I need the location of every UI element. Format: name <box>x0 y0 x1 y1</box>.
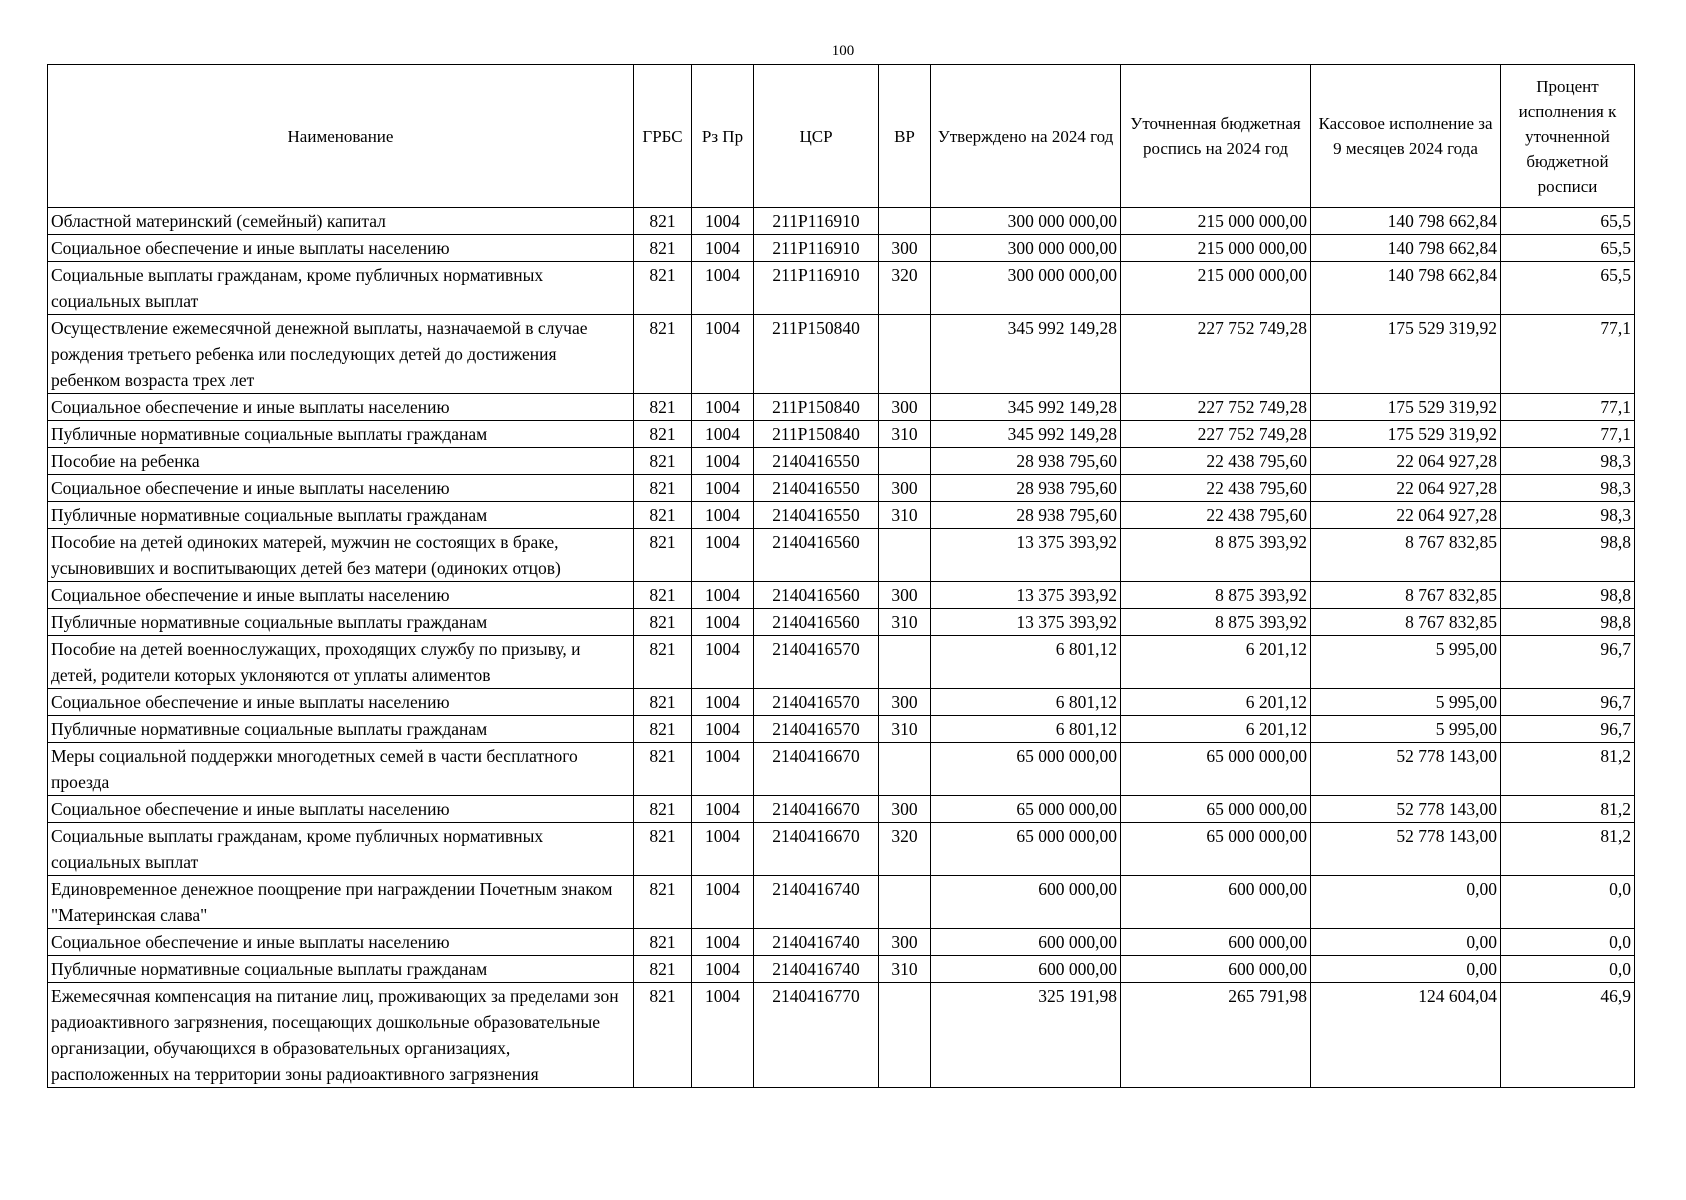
cell-cash: 175 529 319,92 <box>1311 315 1501 394</box>
cell-rzpr: 1004 <box>692 475 754 502</box>
cell-cash: 52 778 143,00 <box>1311 796 1501 823</box>
cell-name: Меры социальной поддержки многодетных семей в части бесплатного проезда <box>48 743 634 796</box>
cell-percent: 96,7 <box>1501 636 1635 689</box>
table-row <box>48 394 1635 421</box>
table-row <box>48 689 1635 716</box>
cell-rzpr: 1004 <box>692 529 754 582</box>
cell-vr: 300 <box>879 235 931 262</box>
cell-percent: 98,3 <box>1501 502 1635 529</box>
cell-name: Публичные нормативные социальные выплаты гражданам <box>48 956 634 983</box>
table-row <box>48 529 1635 582</box>
cell-rzpr: 1004 <box>692 208 754 235</box>
table-body <box>48 208 1635 1088</box>
cell-rzpr: 1004 <box>692 743 754 796</box>
budget-table <box>47 64 1635 1088</box>
cell-csr: 211P150840 <box>754 421 879 448</box>
cell-csr: 2140416670 <box>754 743 879 796</box>
cell-vr: 310 <box>879 502 931 529</box>
cell-grbs: 821 <box>634 743 692 796</box>
cell-name: Социальные выплаты гражданам, кроме публичных нормативных социальных выплат <box>48 262 634 315</box>
table-row <box>48 716 1635 743</box>
cell-cash: 124 604,04 <box>1311 983 1501 1088</box>
cell-grbs: 821 <box>634 716 692 743</box>
header-name: Наименование <box>48 65 634 208</box>
cell-vr: 320 <box>879 823 931 876</box>
table-row <box>48 743 1635 796</box>
table-row <box>48 582 1635 609</box>
cell-vr: 300 <box>879 689 931 716</box>
cell-name: Областной материнский (семейный) капитал <box>48 208 634 235</box>
table-row <box>48 475 1635 502</box>
cell-refined: 227 752 749,28 <box>1121 421 1311 448</box>
cell-name: Пособие на ребенка <box>48 448 634 475</box>
table-header <box>48 65 1635 208</box>
table-row <box>48 636 1635 689</box>
table-row <box>48 315 1635 394</box>
cell-vr <box>879 208 931 235</box>
cell-refined: 215 000 000,00 <box>1121 235 1311 262</box>
cell-percent: 77,1 <box>1501 315 1635 394</box>
cell-approved: 13 375 393,92 <box>931 609 1121 636</box>
cell-cash: 22 064 927,28 <box>1311 502 1501 529</box>
cell-rzpr: 1004 <box>692 689 754 716</box>
cell-refined: 215 000 000,00 <box>1121 262 1311 315</box>
cell-name: Публичные нормативные социальные выплаты гражданам <box>48 421 634 448</box>
cell-grbs: 821 <box>634 956 692 983</box>
cell-percent: 77,1 <box>1501 421 1635 448</box>
cell-percent: 0,0 <box>1501 929 1635 956</box>
cell-name: Осуществление ежемесячной денежной выплаты, назначаемой в случае рождения третьего ребенка или последующих детей до достижения ребенком возраста трех лет <box>48 315 634 394</box>
cell-name: Социальное обеспечение и иные выплаты населению <box>48 475 634 502</box>
cell-csr: 2140416560 <box>754 529 879 582</box>
cell-csr: 2140416550 <box>754 475 879 502</box>
header-rzpr: Рз Пр <box>692 65 754 208</box>
cell-approved: 300 000 000,00 <box>931 208 1121 235</box>
cell-cash: 8 767 832,85 <box>1311 582 1501 609</box>
cell-percent: 81,2 <box>1501 796 1635 823</box>
cell-cash: 22 064 927,28 <box>1311 448 1501 475</box>
cell-name: Пособие на детей военнослужащих, проходящих службу по призыву, и детей, родители которых уклоняются от уплаты алиментов <box>48 636 634 689</box>
cell-vr: 300 <box>879 929 931 956</box>
cell-grbs: 821 <box>634 529 692 582</box>
cell-vr <box>879 529 931 582</box>
cell-vr: 300 <box>879 582 931 609</box>
cell-vr: 310 <box>879 609 931 636</box>
cell-name: Социальное обеспечение и иные выплаты населению <box>48 235 634 262</box>
table-row <box>48 448 1635 475</box>
cell-csr: 2140416740 <box>754 929 879 956</box>
cell-refined: 215 000 000,00 <box>1121 208 1311 235</box>
cell-grbs: 821 <box>634 394 692 421</box>
cell-csr: 2140416550 <box>754 502 879 529</box>
header-percent: Процент исполнения к уточненной бюджетной росписи <box>1501 65 1635 208</box>
cell-refined: 65 000 000,00 <box>1121 743 1311 796</box>
cell-cash: 22 064 927,28 <box>1311 475 1501 502</box>
header-refined: Уточненная бюджетная роспись на 2024 год <box>1121 65 1311 208</box>
cell-grbs: 821 <box>634 315 692 394</box>
cell-csr: 2140416570 <box>754 636 879 689</box>
cell-percent: 98,8 <box>1501 609 1635 636</box>
cell-rzpr: 1004 <box>692 315 754 394</box>
cell-refined: 265 791,98 <box>1121 983 1311 1088</box>
cell-rzpr: 1004 <box>692 502 754 529</box>
table-row <box>48 502 1635 529</box>
cell-percent: 0,0 <box>1501 876 1635 929</box>
cell-cash: 5 995,00 <box>1311 689 1501 716</box>
cell-csr: 2140416740 <box>754 876 879 929</box>
cell-approved: 6 801,12 <box>931 636 1121 689</box>
cell-rzpr: 1004 <box>692 609 754 636</box>
cell-csr: 2140416570 <box>754 716 879 743</box>
cell-grbs: 821 <box>634 983 692 1088</box>
cell-name: Социальное обеспечение и иные выплаты населению <box>48 582 634 609</box>
cell-refined: 6 201,12 <box>1121 716 1311 743</box>
cell-rzpr: 1004 <box>692 262 754 315</box>
cell-refined: 22 438 795,60 <box>1121 502 1311 529</box>
cell-csr: 2140416770 <box>754 983 879 1088</box>
cell-grbs: 821 <box>634 208 692 235</box>
cell-percent: 65,5 <box>1501 262 1635 315</box>
cell-refined: 65 000 000,00 <box>1121 796 1311 823</box>
cell-percent: 0,0 <box>1501 956 1635 983</box>
cell-csr: 2140416670 <box>754 796 879 823</box>
cell-cash: 8 767 832,85 <box>1311 609 1501 636</box>
cell-approved: 6 801,12 <box>931 689 1121 716</box>
cell-percent: 77,1 <box>1501 394 1635 421</box>
header-approved: Утверждено на 2024 год <box>931 65 1121 208</box>
cell-percent: 98,3 <box>1501 475 1635 502</box>
cell-vr <box>879 315 931 394</box>
cell-percent: 81,2 <box>1501 743 1635 796</box>
cell-percent: 96,7 <box>1501 689 1635 716</box>
cell-approved: 28 938 795,60 <box>931 475 1121 502</box>
cell-approved: 13 375 393,92 <box>931 529 1121 582</box>
cell-vr <box>879 448 931 475</box>
cell-grbs: 821 <box>634 448 692 475</box>
cell-grbs: 821 <box>634 636 692 689</box>
cell-vr: 310 <box>879 956 931 983</box>
cell-cash: 0,00 <box>1311 876 1501 929</box>
cell-rzpr: 1004 <box>692 421 754 448</box>
cell-rzpr: 1004 <box>692 394 754 421</box>
table-row <box>48 876 1635 929</box>
cell-name: Публичные нормативные социальные выплаты гражданам <box>48 609 634 636</box>
cell-vr: 300 <box>879 394 931 421</box>
cell-csr: 211P116910 <box>754 235 879 262</box>
cell-grbs: 821 <box>634 475 692 502</box>
cell-vr: 310 <box>879 716 931 743</box>
cell-cash: 8 767 832,85 <box>1311 529 1501 582</box>
cell-vr <box>879 983 931 1088</box>
header-row <box>48 65 1635 208</box>
cell-rzpr: 1004 <box>692 956 754 983</box>
cell-approved: 345 992 149,28 <box>931 421 1121 448</box>
cell-percent: 81,2 <box>1501 823 1635 876</box>
cell-percent: 98,8 <box>1501 582 1635 609</box>
cell-refined: 600 000,00 <box>1121 876 1311 929</box>
table-row <box>48 235 1635 262</box>
cell-percent: 98,3 <box>1501 448 1635 475</box>
cell-refined: 6 201,12 <box>1121 636 1311 689</box>
cell-approved: 28 938 795,60 <box>931 448 1121 475</box>
cell-rzpr: 1004 <box>692 876 754 929</box>
table-row <box>48 208 1635 235</box>
cell-grbs: 821 <box>634 796 692 823</box>
header-cash: Кассовое исполнение за 9 месяцев 2024 года <box>1311 65 1501 208</box>
cell-csr: 2140416570 <box>754 689 879 716</box>
cell-cash: 0,00 <box>1311 956 1501 983</box>
cell-name: Социальное обеспечение и иные выплаты населению <box>48 796 634 823</box>
cell-name: Пособие на детей одиноких матерей, мужчин не состоящих в браке, усыновивших и воспитывающих детей без матери (одиноких отцов) <box>48 529 634 582</box>
cell-grbs: 821 <box>634 929 692 956</box>
cell-refined: 22 438 795,60 <box>1121 475 1311 502</box>
cell-cash: 140 798 662,84 <box>1311 262 1501 315</box>
cell-name: Социальные выплаты гражданам, кроме публичных нормативных социальных выплат <box>48 823 634 876</box>
cell-cash: 140 798 662,84 <box>1311 235 1501 262</box>
cell-name: Публичные нормативные социальные выплаты гражданам <box>48 502 634 529</box>
table-row <box>48 956 1635 983</box>
cell-refined: 8 875 393,92 <box>1121 529 1311 582</box>
cell-cash: 5 995,00 <box>1311 716 1501 743</box>
table-row <box>48 929 1635 956</box>
cell-approved: 300 000 000,00 <box>931 262 1121 315</box>
cell-cash: 0,00 <box>1311 929 1501 956</box>
cell-rzpr: 1004 <box>692 796 754 823</box>
cell-approved: 65 000 000,00 <box>931 743 1121 796</box>
cell-rzpr: 1004 <box>692 235 754 262</box>
cell-approved: 13 375 393,92 <box>931 582 1121 609</box>
table-row <box>48 262 1635 315</box>
cell-approved: 300 000 000,00 <box>931 235 1121 262</box>
cell-approved: 600 000,00 <box>931 956 1121 983</box>
cell-csr: 211P150840 <box>754 394 879 421</box>
cell-refined: 227 752 749,28 <box>1121 315 1311 394</box>
cell-approved: 345 992 149,28 <box>931 394 1121 421</box>
cell-approved: 28 938 795,60 <box>931 502 1121 529</box>
cell-grbs: 821 <box>634 502 692 529</box>
cell-vr: 300 <box>879 475 931 502</box>
cell-rzpr: 1004 <box>692 823 754 876</box>
cell-csr: 2140416560 <box>754 582 879 609</box>
cell-cash: 5 995,00 <box>1311 636 1501 689</box>
cell-vr: 320 <box>879 262 931 315</box>
cell-name: Социальное обеспечение и иные выплаты населению <box>48 689 634 716</box>
cell-grbs: 821 <box>634 235 692 262</box>
cell-csr: 211P116910 <box>754 262 879 315</box>
cell-rzpr: 1004 <box>692 582 754 609</box>
cell-name: Единовременное денежное поощрение при награждении Почетным знаком "Материнская слава" <box>48 876 634 929</box>
header-csr: ЦСР <box>754 65 879 208</box>
cell-percent: 96,7 <box>1501 716 1635 743</box>
cell-percent: 98,8 <box>1501 529 1635 582</box>
cell-vr <box>879 636 931 689</box>
cell-approved: 325 191,98 <box>931 983 1121 1088</box>
cell-refined: 600 000,00 <box>1121 929 1311 956</box>
cell-approved: 600 000,00 <box>931 929 1121 956</box>
cell-approved: 600 000,00 <box>931 876 1121 929</box>
cell-cash: 52 778 143,00 <box>1311 743 1501 796</box>
cell-vr <box>879 876 931 929</box>
cell-approved: 65 000 000,00 <box>931 823 1121 876</box>
page-number: 100 <box>831 43 855 59</box>
header-vr: ВР <box>879 65 931 208</box>
cell-refined: 8 875 393,92 <box>1121 609 1311 636</box>
cell-refined: 227 752 749,28 <box>1121 394 1311 421</box>
table-row <box>48 823 1635 876</box>
cell-csr: 2140416550 <box>754 448 879 475</box>
cell-percent: 46,9 <box>1501 983 1635 1088</box>
cell-grbs: 821 <box>634 582 692 609</box>
cell-percent: 65,5 <box>1501 208 1635 235</box>
cell-csr: 211P116910 <box>754 208 879 235</box>
cell-approved: 65 000 000,00 <box>931 796 1121 823</box>
cell-rzpr: 1004 <box>692 636 754 689</box>
cell-percent: 65,5 <box>1501 235 1635 262</box>
cell-name: Ежемесячная компенсация на питание лиц, проживающих за пределами зон радиоактивного загрязнения, посещающих дошкольные образовательные организации, обучающихся в образовательных организациях, расположенных на территории зоны радиоактивного загрязнения <box>48 983 634 1088</box>
cell-cash: 140 798 662,84 <box>1311 208 1501 235</box>
cell-refined: 6 201,12 <box>1121 689 1311 716</box>
cell-csr: 2140416740 <box>754 956 879 983</box>
table-row <box>48 609 1635 636</box>
header-grbs: ГРБС <box>634 65 692 208</box>
cell-vr: 310 <box>879 421 931 448</box>
cell-vr: 300 <box>879 796 931 823</box>
cell-name: Социальное обеспечение и иные выплаты населению <box>48 394 634 421</box>
table-row <box>48 796 1635 823</box>
cell-grbs: 821 <box>634 262 692 315</box>
cell-grbs: 821 <box>634 876 692 929</box>
cell-name: Публичные нормативные социальные выплаты гражданам <box>48 716 634 743</box>
cell-approved: 6 801,12 <box>931 716 1121 743</box>
cell-grbs: 821 <box>634 689 692 716</box>
cell-rzpr: 1004 <box>692 448 754 475</box>
cell-rzpr: 1004 <box>692 983 754 1088</box>
cell-grbs: 821 <box>634 823 692 876</box>
cell-approved: 345 992 149,28 <box>931 315 1121 394</box>
cell-cash: 175 529 319,92 <box>1311 394 1501 421</box>
cell-grbs: 821 <box>634 421 692 448</box>
cell-csr: 2140416670 <box>754 823 879 876</box>
table-row <box>48 983 1635 1088</box>
cell-csr: 211P150840 <box>754 315 879 394</box>
cell-csr: 2140416560 <box>754 609 879 636</box>
table-row <box>48 421 1635 448</box>
cell-name: Социальное обеспечение и иные выплаты населению <box>48 929 634 956</box>
cell-refined: 22 438 795,60 <box>1121 448 1311 475</box>
cell-rzpr: 1004 <box>692 716 754 743</box>
cell-refined: 600 000,00 <box>1121 956 1311 983</box>
cell-cash: 52 778 143,00 <box>1311 823 1501 876</box>
cell-cash: 175 529 319,92 <box>1311 421 1501 448</box>
cell-refined: 8 875 393,92 <box>1121 582 1311 609</box>
cell-rzpr: 1004 <box>692 929 754 956</box>
cell-refined: 65 000 000,00 <box>1121 823 1311 876</box>
cell-vr <box>879 743 931 796</box>
cell-grbs: 821 <box>634 609 692 636</box>
